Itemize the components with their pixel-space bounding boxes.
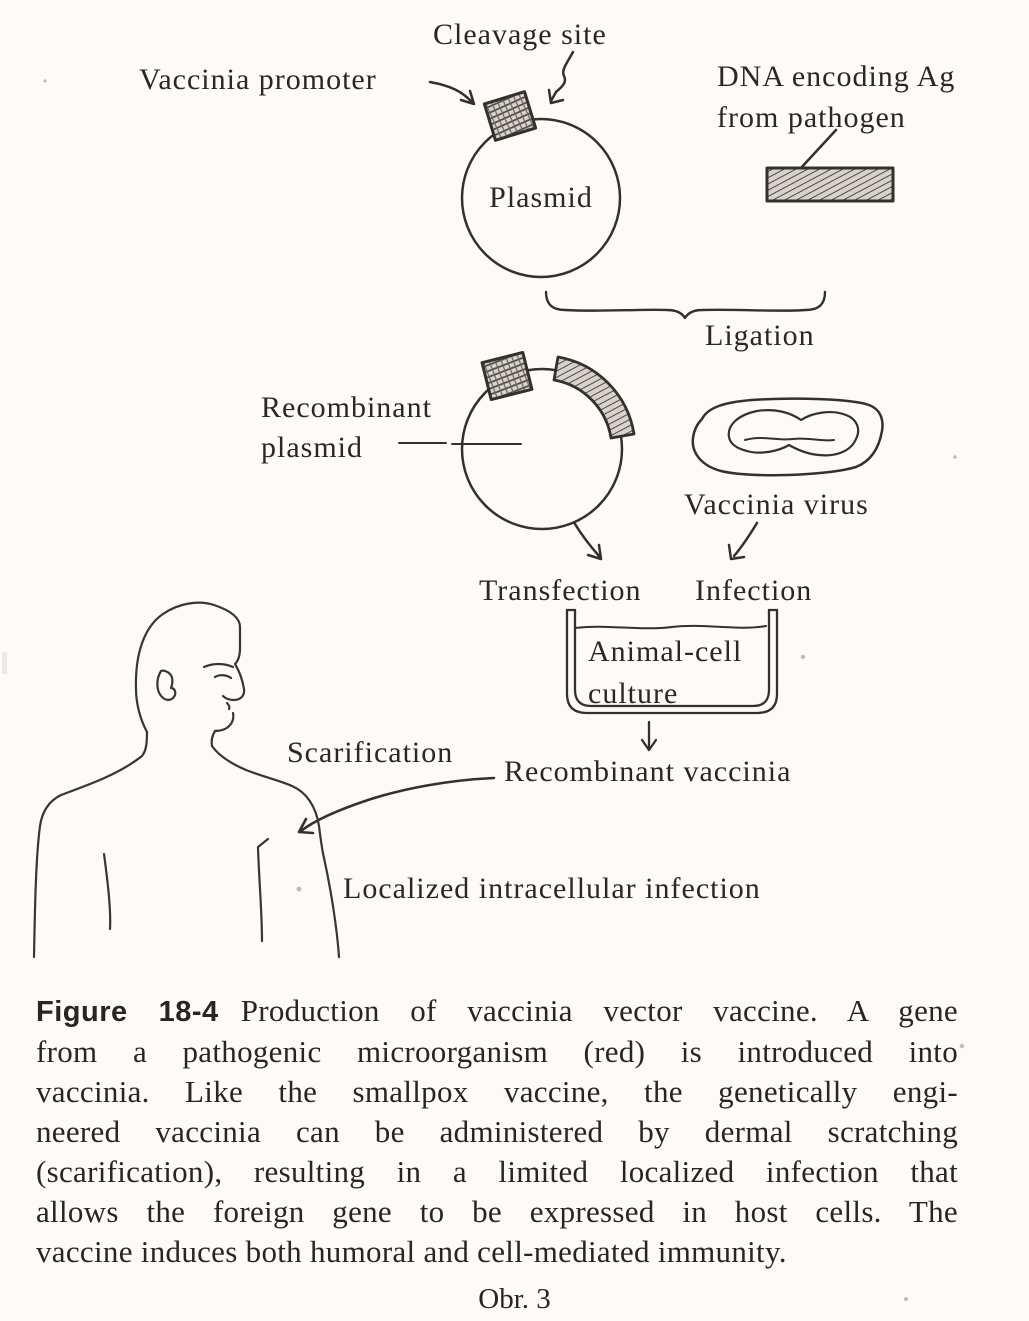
- caption-line-2: from a pathogenic microorganism (red) is introduced into: [36, 1034, 958, 1069]
- recombinant-promoter-square-icon: [482, 352, 532, 399]
- vaccinia-virus-core: [729, 410, 858, 455]
- label-animal-cell-line2: culture: [588, 677, 679, 710]
- vaccinia-virus-inner-line: [745, 438, 834, 441]
- label-cleavage-site: Cleavage site: [433, 18, 607, 51]
- transfection-arrow: [575, 524, 601, 559]
- label-recombinant-vaccinia: Recombinant vaccinia: [504, 755, 792, 788]
- infection-arrow: [729, 523, 757, 559]
- human-figure: [34, 603, 339, 957]
- cleavage-site-arrow: [549, 52, 573, 103]
- label-dna-encoding: [717, 56, 955, 138]
- label-recombinant-plasmid-line2: plasmid: [261, 431, 363, 464]
- caption-line-5: (scarification), resulting in a limited localized infection that: [36, 1154, 958, 1189]
- promoter-arrow: [430, 82, 474, 104]
- human-eye: [215, 675, 231, 678]
- figure-number-label: Figure 18-4: [36, 996, 219, 1028]
- label-ligation: Ligation: [705, 319, 815, 352]
- figure-caption: [36, 991, 958, 1272]
- human-mouth-chin: [212, 703, 234, 746]
- human-face-profile: [223, 648, 244, 700]
- label-vaccinia-virus: Vaccinia virus: [684, 488, 869, 521]
- label-transfection: Transfection: [479, 574, 642, 607]
- human-brow: [204, 664, 233, 667]
- caption-line-6: allows the foreign gene to be expressed in host cells. The: [36, 1194, 958, 1229]
- label-recombinant-plasmid: [261, 388, 432, 468]
- figure-footer-number: Obr. 3: [478, 1283, 551, 1315]
- human-left-torso-line: [104, 854, 110, 929]
- label-localized-infection: Localized intracellular infection: [343, 872, 761, 905]
- caption-line-1-text: Production of vaccinia vector vaccine. A gene: [240, 993, 958, 1028]
- inserted-gene-arc: [554, 357, 634, 438]
- label-plasmid: Plasmid: [489, 181, 593, 214]
- caption-line-1: [36, 991, 958, 1032]
- label-recombinant-plasmid-line1: Recombinant: [261, 391, 432, 424]
- label-animal-cell-culture: [588, 631, 742, 715]
- label-dna-encoding-line2: from pathogen: [717, 101, 906, 134]
- caption-line-7: vaccine induces both humoral and cell-mediated immunity.: [36, 1234, 787, 1269]
- label-dna-encoding-line1: DNA encoding Ag: [717, 60, 956, 93]
- human-right-shoulder-arm: [212, 746, 339, 957]
- dna-fragment-bar: [767, 168, 893, 201]
- human-head-outline: [136, 603, 240, 732]
- recombinant-vaccinia-arrow: [642, 722, 656, 750]
- caption-line-3: vaccinia. Like the smallpox vaccine, the genetically engi-: [36, 1074, 958, 1109]
- label-infection: Infection: [695, 574, 813, 607]
- liquid-line: [575, 626, 766, 628]
- vaccinia-virus-blob: [693, 399, 883, 476]
- caption-line-4: neered vaccinia can be administered by dermal scratching: [36, 1114, 958, 1149]
- label-scarification: Scarification: [287, 736, 454, 769]
- human-right-torso-line: [258, 839, 268, 941]
- human-ear: [157, 671, 175, 700]
- promoter-square-icon: [484, 92, 535, 141]
- label-animal-cell-line1: Animal-cell: [588, 635, 743, 668]
- ligation-brace: [546, 292, 825, 318]
- label-vaccinia-promoter: Vaccinia promoter: [139, 63, 377, 96]
- scarification-arrow: [299, 778, 494, 833]
- human-left-shoulder-arm: [34, 732, 147, 957]
